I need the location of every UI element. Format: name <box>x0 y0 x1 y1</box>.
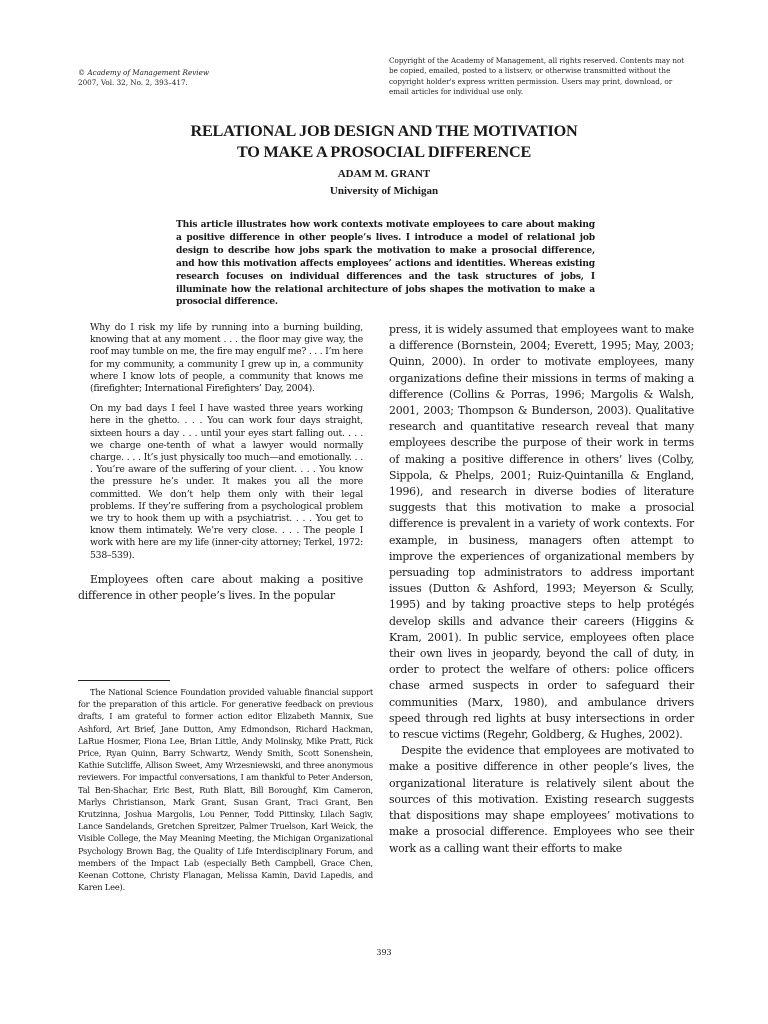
epigraph-firefighter <box>90 322 363 395</box>
acknowledgement-footnote: The National Science Foundation provided valuable financial support for the preparation of this article. For generative feedback on previous drafts, I am grateful to former action editor Elizabeth Mannix, Sue Ashford, Art Brief, Jane Dutton, Amy Edmondson, Richard Hackman, LaRue Hosmer, Fiona Lee, Brian Little, Andy Molinsky, Mike Pratt, Rick Price, Ryan Quinn, Barry Schwartz, Wendy Smith, Scott Sonenshein, Kathie Sutcliffe, Allison Sweet, Amy Wrzesniewski, and three anonymous reviewers. For impactful conversations, I am thankful to Peter Anderson, Tal Ben-Shachar, Eric Best, Ruth Blatt, Bill Boroughf, Kim Cameron, Marlys Christianson, Mark Grant, Susan Grant, Traci Grant, Ben Krutzinna, Joshua Margolis, Lou Penner, Todd Pittinsky, Lilach Sagiv, Lance Sandelands, Gretchen Spreitzer, Palmer Truelson, Karl Weick, the Visible College, the May Meaning Meeting, the Michigan Organizational Psychology Brown Bag, the Quality of Life Interdisciplinary Forum, and members of the Impact Lab (especially Beth Campbell, Grace Chen, Keenan Cottone, Christy Flanagan, Melissa Kamin, David Lapedis, and Karen Lee). <box>78 687 373 893</box>
abstract: This article illustrates how work contexts motivate employees to care about making a positive difference in other people’s lives. I introduce a model of relational job design to describe how jobs spark the motivation to make a prosocial difference, and how this motivation affects employees’ actions and identities. Whereas existing research focuses on individual differences and the task structures of jobs, I illuminate how the relational architecture of jobs shapes the motivation to make a prosocial difference. <box>176 219 595 308</box>
journal-name: Academy of Management Review <box>87 68 209 77</box>
body-paragraph-2: Despite the evidence that employees are motivated to make a positive difference in other people’s lives, the organizational literature is relatively silent about the sources of this motivation. Existing research suggests that dispositions may shape employees’ motivations to make a prosocial difference. Employees who see their work as a calling want their efforts to make <box>389 744 694 855</box>
title-line-1: RELATIONAL JOB DESIGN AND THE MOTIVATION <box>190 122 578 140</box>
journal-volume: 2007, Vol. 32, No. 2, 393–417. <box>78 77 188 87</box>
copyright-notice: Copyright of the Academy of Management, all rights reserved. Contents may not be copied, emailed, posted to a listserv, or otherwise transmitted without the copyright holder's express written permission. Users may print, download, or email articles for individual use only. <box>389 56 685 97</box>
epigraph-attorney <box>90 403 363 562</box>
title-line-2: TO MAKE A PROSOCIAL DIFFERENCE <box>236 143 532 161</box>
left-column <box>78 322 363 604</box>
article-title <box>0 121 768 163</box>
author-block <box>0 166 768 200</box>
intro-paragraph: Employees often care about making a positive difference in other people’s lives. In the popular <box>78 572 363 603</box>
footnote-rule <box>78 680 170 681</box>
page-number: 393 <box>376 948 392 957</box>
author-name: ADAM M. GRANT <box>337 168 431 180</box>
body-paragraph-1: press, it is widely assumed that employees want to make a difference (Bornstein, 2004; Everett, 1995; May, 2003; Quinn, 2000). In order to motivate employees, many organizations define their missions in terms of making a difference (Collins & Porras, 1996; Margolis & Walsh, 2001, 2003; Thompson & Bunderson, 2003). Qualitative research and quantitative research reveal that many employees describe the purpose of their work in terms of making a positive difference in others’ lives (Colby, Sippola, & Phelps, 2001; Ruiz-Quintanilla & England, 1996), and research in diverse bodies of literature suggests that this motivation to make a prosocial difference is prevalent in a variety of work contexts. For example, in business, managers often attempt to improve the experiences of organizational members by persuading top administrators to address important issues (Dutton & Ashford, 1993; Meyerson & Scully, 1995) and by taking proactive steps to help protégés develop skills and advance their careers (Higgins & Kram, 2001). In public service, employees often place their own lives in jeopardy, beyond the call of duty, in order to protect the welfare of others: police officers chase armed suspects in order to safeguard their communities (Marx, 1980), and ambulance drivers speed through red lights at busy intersections in order to rescue victims (Regehr, Goldberg, & Hughes, 2002). <box>389 323 694 742</box>
right-column <box>389 322 694 857</box>
author-affiliation: University of Michigan <box>329 185 439 197</box>
journal-citation <box>78 68 209 87</box>
journal-prefix: © <box>78 68 88 77</box>
epigraph-text-2: On my bad days I feel I have wasted three years working here in the ghetto. . . . You can work four days straight, sixteen hours a day . . . until your eyes start falling out. . . . we charge one-tenth of what a lawyer would normally charge. . . . It’s just physically too much—and emotionally. . . . You’re aware of the suffering of your client. . . . You know the pressure he’s under. It makes you all the more committed. We don’t help them only with their legal problems. If they’re suffering from a psychological problem we try to hook them up with a psychiatrist. . . . You get to know them intimately. We’re very close. . . . The people I work with here are my life (inner-city attorney; Terkel, 1972: 538–539). <box>90 403 363 561</box>
epigraph-text-1: Why do I risk my life by running into a burning building, knowing that at any moment . . . the floor may give way, the roof may tumble on me, the fire may engulf me? . . . I’m here for my community, a community I grew up in, a community where I know lots of people, a community that knows me (firefighter; International Firefighters’ Day, 2004). <box>90 322 363 395</box>
